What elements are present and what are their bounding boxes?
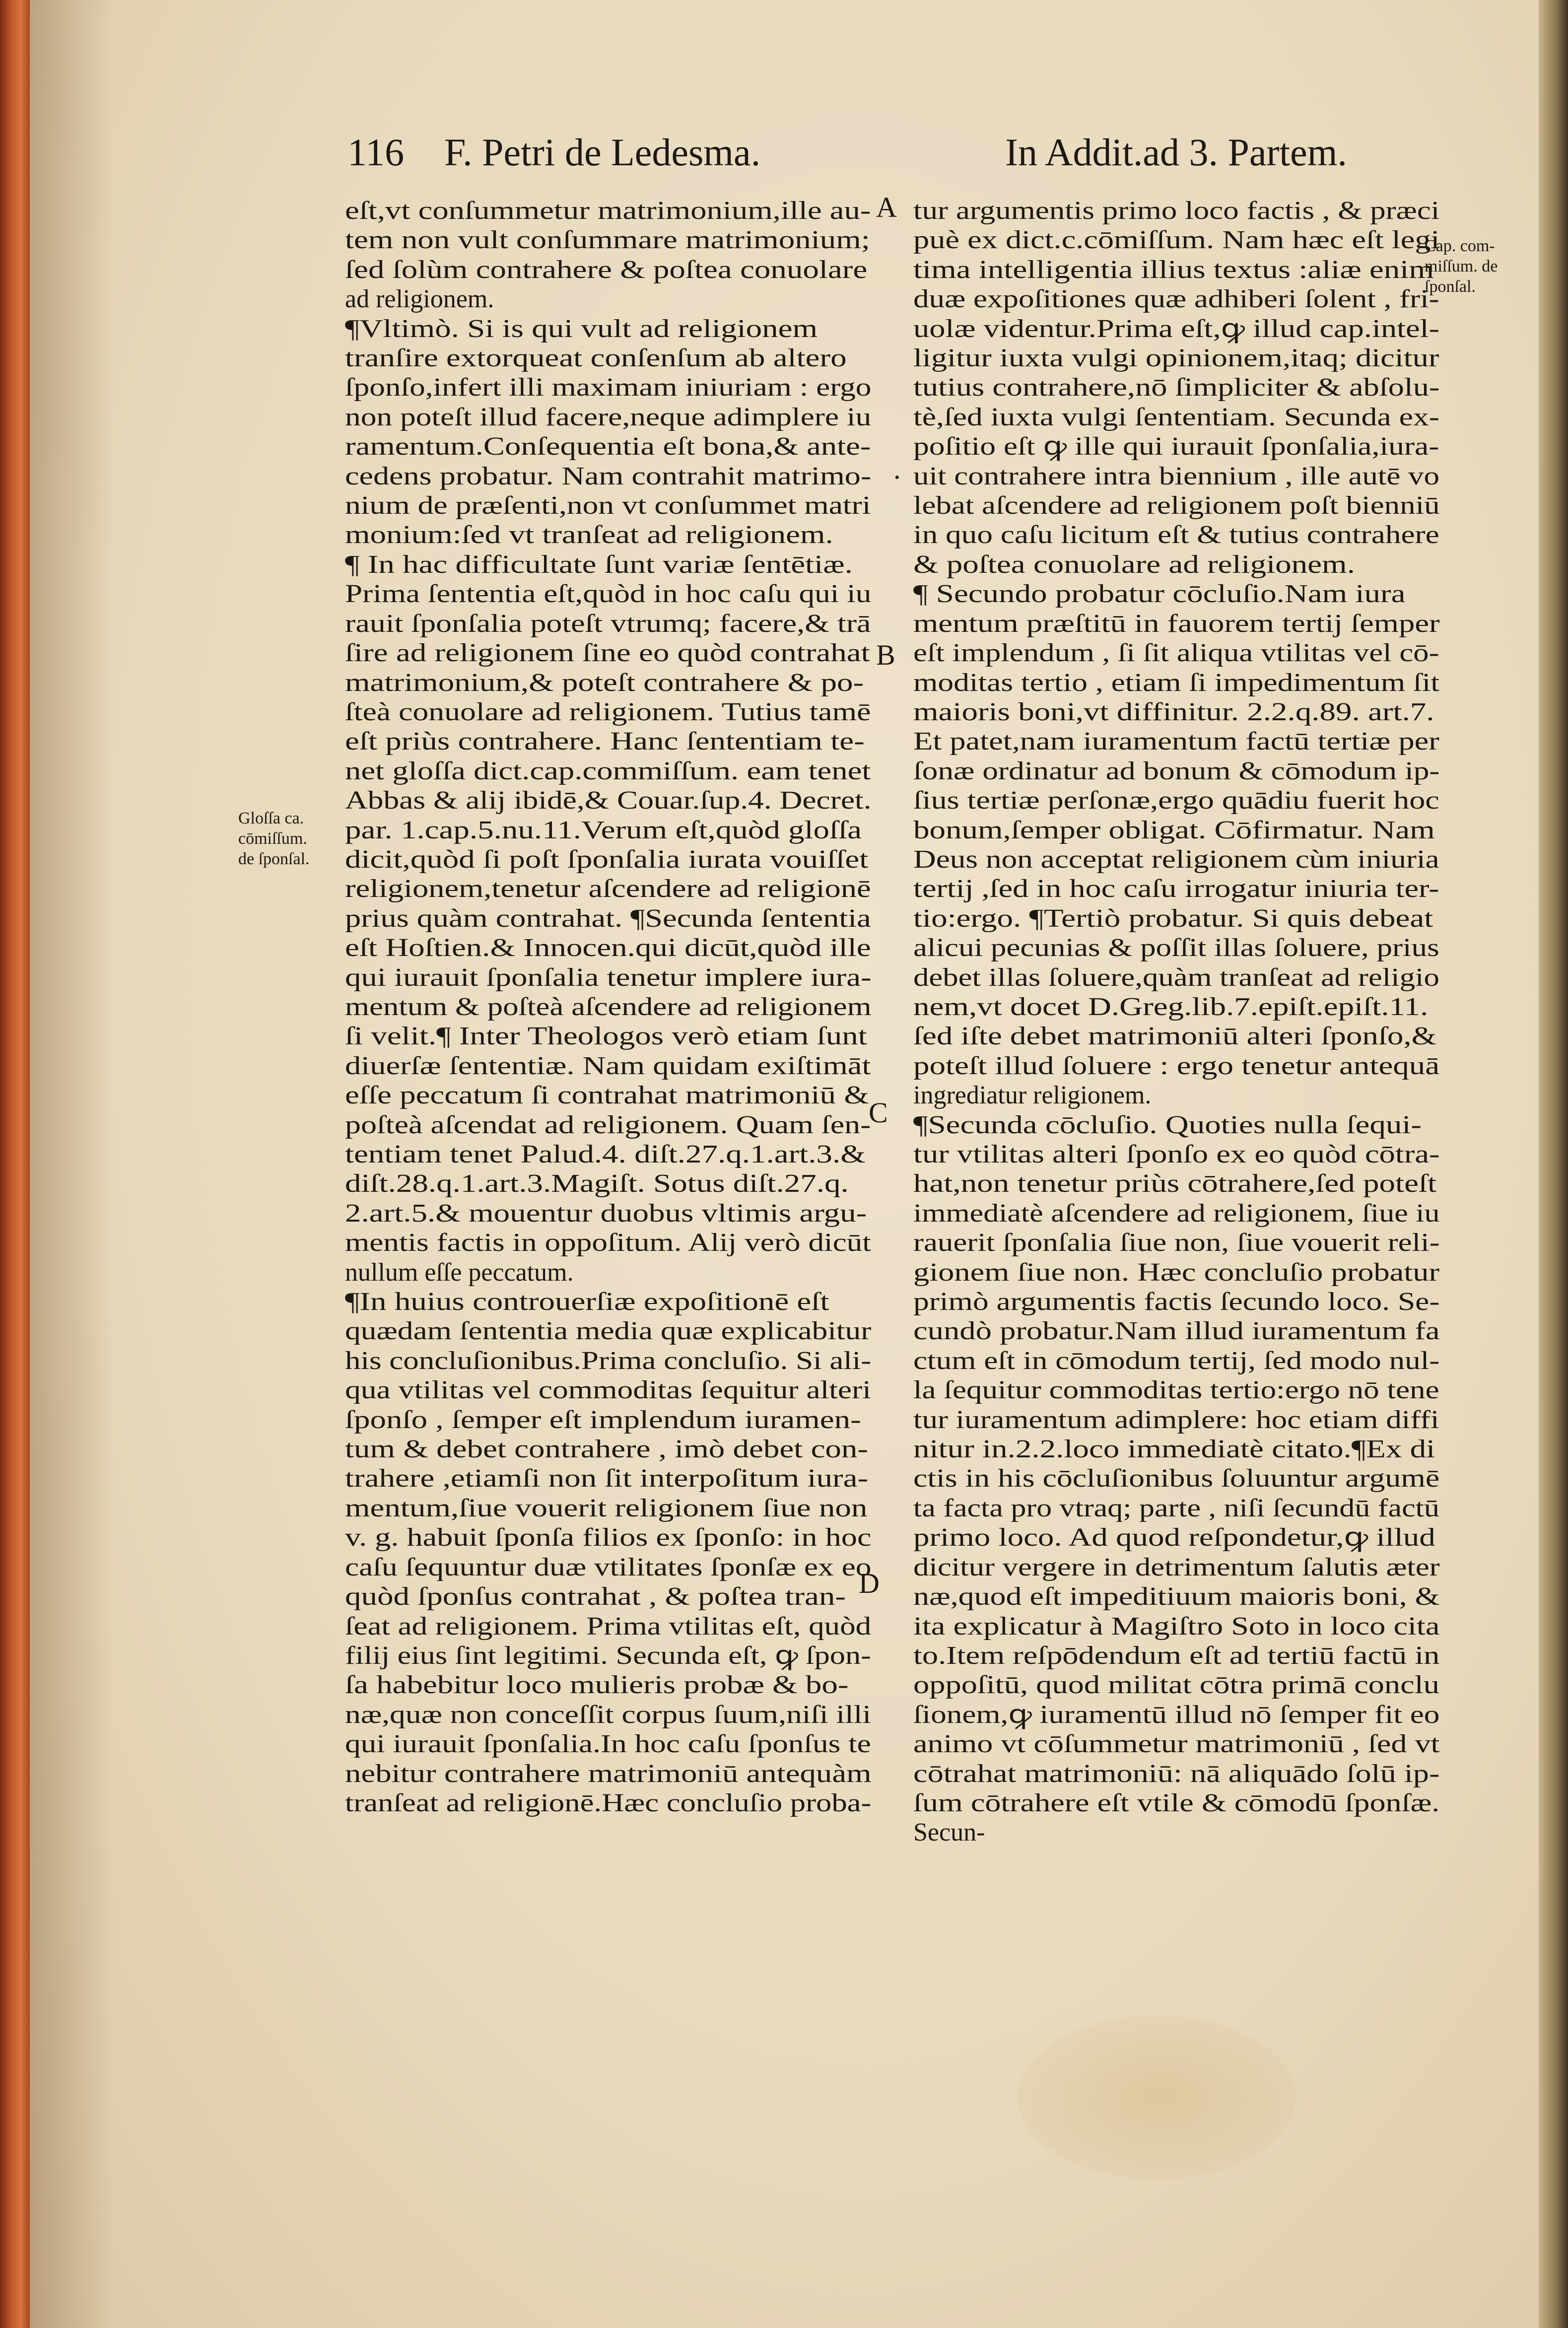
- text-line: caſu ſequuntur duæ vtilitates ſponſæ ex eo: [345, 1553, 872, 1581]
- text-line: Abbas & alij ibidē,& Couar.ſup.4. Decret.: [345, 786, 872, 815]
- text-line: poſteà aſcendat ad religionem. Quam ſen-: [345, 1110, 871, 1139]
- marginal-dot: .: [893, 453, 901, 485]
- right-text-column: [913, 196, 1439, 1848]
- paper-stain: [1018, 2015, 1295, 2179]
- text-line: Deus non acceptat religionem cùm iniuria: [913, 845, 1439, 874]
- text-line: ſionem,ꝙ iuramentū illud nō ſemper fit eo: [913, 1700, 1440, 1729]
- text-line: rauerit ſponſalia ſiue non, ſiue vouerit reli-: [913, 1229, 1440, 1257]
- text-line: oppoſitū, quod militat cōtra primā conclu: [913, 1671, 1439, 1700]
- text-line: cedens probatur. Nam contrahit matrimo-: [345, 462, 872, 490]
- text-line: ſteà conuolare ad religionem. Tutius tamē: [345, 697, 871, 726]
- sidenote-line: cōmiſſum.: [238, 829, 307, 848]
- sidenote-line: miſſum. de: [1425, 257, 1498, 275]
- text-line: ſius tertiæ perſonæ,ergo quādiu fuerit hoc: [913, 786, 1439, 815]
- text-line: ſire ad religionem ſine eo quòd contrahat: [345, 639, 870, 668]
- text-line: non poteſt illud facere,neque adimplere iu: [345, 403, 872, 431]
- text-line: immediatè aſcendere ad religionem, ſiue iu: [913, 1199, 1440, 1228]
- text-line: ſeat ad religionem. Prima vtilitas eſt, quòd: [345, 1612, 872, 1641]
- text-line: uolæ videntur.Prima eſt,ꝙ illud cap.intel-: [913, 314, 1440, 343]
- text-line: nebitur contrahere matrimoniū antequàm: [345, 1759, 872, 1788]
- text-line: filij eius ſint legitimi. Secunda eſt, ꝙ ſpon-: [345, 1641, 871, 1670]
- text-line: puè ex dict.c.cōmiſſum. Nam hæc eſt legi: [913, 226, 1440, 255]
- text-line: primo loco. Ad quod reſpondetur,ꝙ illud: [913, 1523, 1435, 1552]
- text-line: tum & debet contrahere , imò debet con-: [345, 1435, 869, 1464]
- text-line: eſt priùs contrahere. Hanc ſententiam te-: [345, 727, 865, 756]
- text-line: tutius contrahere,nō ſimpliciter & abſolu-: [913, 373, 1440, 402]
- text-line: uit contrahere intra biennium , ille autē vo: [913, 462, 1440, 490]
- text-line: mentum,ſiue vouerit religionem ſiue non: [345, 1494, 868, 1522]
- text-line: ¶Vltimò. Si is qui vult ad religionem: [345, 314, 818, 343]
- text-line: duæ expoſitiones quæ adhiberi ſolent , fri-: [913, 285, 1439, 314]
- running-head-section: In Addit.ad 3. Partem.: [1005, 131, 1347, 174]
- sidenote-line: ſponſal.: [1425, 277, 1476, 296]
- text-line: mentis factis in oppoſitum. Alij verò dicūt: [345, 1229, 871, 1257]
- text-line: qui iurauit ſponſalia tenetur implere iura-: [345, 963, 872, 992]
- text-line: ta facta pro vtraq; parte , niſi ſecundū factū: [913, 1494, 1439, 1522]
- text-line: tè,ſed iuxta vulgi ſententiam. Secunda ex-: [913, 403, 1439, 431]
- text-line: eſſe peccatum ſi contrahat matrimoniū &: [345, 1081, 869, 1110]
- text-line: in quo caſu licitum eſt & tutius contrahere: [913, 521, 1439, 549]
- text-line: lebat aſcendere ad religionem poſt bienniū: [913, 491, 1440, 520]
- section-letter-c: C: [869, 1096, 888, 1129]
- text-line: ſponſo,infert illi maximam iniuriam : ergo: [345, 373, 872, 402]
- text-line: 2.art.5.& mouentur duobus vltimis argu-: [345, 1199, 867, 1228]
- running-head-author: F. Petri de Ledesma.: [444, 131, 761, 174]
- text-line: ſum cōtrahere eſt vtile & cōmodū ſponſæ.: [913, 1788, 1440, 1817]
- text-line: ſonæ ordinatur ad bonum & cōmodum ip-: [913, 756, 1440, 785]
- text-line: eſt Hoſtien.& Innocen.qui dicūt,quòd ille: [345, 934, 871, 962]
- text-line: net gloſſa dict.cap.commiſſum. eam tenet: [345, 756, 871, 785]
- text-line: nem,vt docet D.Greg.lib.7.epiſt.epiſt.11.: [913, 992, 1429, 1021]
- text-line: & poſtea conuolare ad religionem.: [913, 550, 1355, 579]
- text-line: nium de præſenti,non vt conſummet matri: [345, 491, 871, 520]
- text-line: Et patet,nam iuramentum factū tertiæ per: [913, 727, 1439, 756]
- text-line: nitur in.2.2.loco immediatè citato.¶Ex di: [913, 1435, 1435, 1464]
- text-line: ramentum.Conſequentia eſt bona,& ante-: [345, 432, 871, 461]
- text-line: bonum,ſemper obligat. Cōfirmatur. Nam: [913, 816, 1435, 844]
- text-line: par. 1.cap.5.nu.11.Verum eſt,quòd gloſſa: [345, 816, 862, 844]
- text-line: mentum præſtitū in fauorem tertij ſemper: [913, 609, 1440, 638]
- text-line: dicit,quòd ſi poſt ſponſalia iurata vouiſſet: [345, 845, 869, 874]
- page-number: 116: [347, 131, 405, 174]
- sidenote-line: Cap. com-: [1425, 237, 1495, 255]
- text-line: tertij ,ſed in hoc caſu irrogatur iniuria ter-: [913, 875, 1439, 903]
- text-line: tranſeat ad religionē.Hæc concluſio proba-: [345, 1788, 872, 1817]
- text-line: eſt,vt conſummetur matrimonium,ille au-: [345, 197, 871, 225]
- text-line: Prima ſententia eſt,quòd in hoc caſu qui iu: [345, 580, 872, 609]
- text-line: quædam ſententia media quæ explicabitur: [345, 1317, 872, 1346]
- text-line: gionem ſiue non. Hæc concluſio probatur: [913, 1258, 1439, 1287]
- left-text-column: [345, 196, 871, 1818]
- gutter-shadow: [30, 0, 114, 2328]
- text-line: ctis in his cōcluſionibus ſoluuntur argumē: [913, 1464, 1440, 1493]
- text-line: alicui pecunias & poſſit illas ſoluere, prius: [913, 934, 1439, 962]
- text-line: poteſt illud ſoluere : ergo tenetur antequā: [913, 1051, 1440, 1080]
- text-line: ingrediatur religionem.: [913, 1081, 1152, 1110]
- text-line: ſa habebitur loco mulieris probæ & bo-: [345, 1671, 849, 1700]
- text-line: religionem,tenetur aſcendere ad religionē: [345, 875, 871, 903]
- red-fore-edge: [0, 0, 30, 2328]
- text-line: tio:ergo. ¶Tertiò probatur. Si quis debeat: [913, 904, 1433, 933]
- text-line: v. g. habuit ſponſa filios ex ſponſo: in hoc: [345, 1523, 872, 1552]
- text-line: primò argumentis factis ſecundo loco. Se-: [913, 1288, 1440, 1316]
- text-line: ſed ſolùm contrahere & poſtea conuolare: [345, 255, 868, 284]
- text-line: ſed iſte debet matrimoniū alteri ſponſo,&: [913, 1022, 1437, 1051]
- text-line: prius quàm contrahat. ¶Secunda ſententia: [345, 904, 871, 933]
- text-line: his concluſionibus.Prima concluſio. Si ali-: [345, 1346, 872, 1375]
- text-line: cōtrahat matrimoniū: nā aliquādo ſolū ip-: [913, 1759, 1440, 1788]
- text-line: ita explicatur à Magiſtro Soto in loco cita: [913, 1612, 1440, 1641]
- text-line: næ,quæ non conceſſit corpus ſuum,niſi illi: [345, 1700, 872, 1729]
- text-line: nullum eſſe peccatum.: [345, 1258, 574, 1287]
- text-line: trahere ,etiamſi non ſit interpoſitum iura-: [345, 1464, 869, 1493]
- text-line: ¶ Secundo probatur cōcluſio.Nam iura: [913, 580, 1406, 609]
- left-margin-note: [238, 808, 310, 869]
- text-line: ligitur iuxta vulgi opinionem,itaq; dicitur: [913, 344, 1439, 373]
- text-line: ¶ In hac difficultate ſunt variæ ſentētiæ.: [345, 550, 853, 579]
- section-letter-b: B: [876, 639, 895, 671]
- text-line: tem non vult conſummare matrimonium;: [345, 226, 870, 255]
- right-margin-note: [1425, 236, 1498, 297]
- text-line: hat,non tenetur priùs cōtrahere,ſed poteſt: [913, 1169, 1437, 1198]
- text-line: animo vt cōſummetur matrimoniū , ſed vt: [913, 1730, 1440, 1759]
- text-line: to.Item reſpōdendum eſt ad tertiū factū in: [913, 1641, 1440, 1670]
- text-line: Secun-: [913, 1818, 985, 1847]
- text-line: tentiam tenet Palud.4. diſt.27.q.1.art.3.&: [345, 1140, 866, 1168]
- text-line: maioris boni,vt diffinitur. 2.2.q.89. art.7.: [913, 697, 1434, 726]
- text-line: diſt.28.q.1.art.3.Magiſt. Sotus diſt.27.q.: [345, 1169, 849, 1198]
- text-line: ſi velit.¶ Inter Theologos verò etiam ſunt: [345, 1022, 867, 1051]
- text-line: cundò probatur.Nam illud iuramentum fa: [913, 1317, 1440, 1346]
- text-line: tima intelligentia illius textus :aliæ enim: [913, 255, 1434, 284]
- text-line: tranſire extorqueat conſenſum ab altero: [345, 344, 847, 373]
- text-line: eſt implendum , ſi ſit aliqua vtilitas vel cō-: [913, 639, 1439, 668]
- text-line: dicitur vergere in detrimentum ſalutis æter: [913, 1553, 1440, 1581]
- sidenote-line: de ſponſal.: [238, 850, 310, 868]
- section-letter-d: D: [859, 1567, 880, 1599]
- text-line: poſitio eſt ꝙ ille qui iurauit ſponſalia,iura-: [913, 432, 1439, 461]
- text-line: diuerſæ ſententiæ. Nam quidam exiſtimāt: [345, 1051, 871, 1080]
- sidenote-line: Gloſſa ca.: [238, 809, 304, 827]
- text-line: qua vtilitas vel commoditas ſequitur alteri: [345, 1376, 871, 1405]
- text-line: qui iurauit ſponſalia.In hoc caſu ſponſus te: [345, 1730, 871, 1759]
- text-line: ſponſo , ſemper eſt implendum iuramen-: [345, 1405, 861, 1434]
- text-line: tur argumentis primo loco factis , & præci: [913, 197, 1440, 225]
- text-line: quòd ſponſus contrahat , & poſtea tran-: [345, 1582, 846, 1611]
- text-line: matrimonium,& poteſt contrahere & po-: [345, 668, 864, 697]
- text-line: tur iuramentum adimplere: hoc etiam diffi: [913, 1405, 1439, 1434]
- text-line: moditas tertio , etiam ſi impedimentum ſit: [913, 668, 1439, 697]
- section-letter-a: A: [876, 191, 897, 223]
- text-line: ¶In huius controuerſiæ expoſitionē eſt: [345, 1288, 829, 1316]
- text-line: mentum & poſteà aſcendere ad religionem: [345, 992, 872, 1021]
- text-line: tur vtilitas alteri ſponſo ex eo quòd cōtra-: [913, 1140, 1440, 1168]
- text-line: monium:ſed vt tranſeat ad religionem.: [345, 521, 833, 549]
- text-line: rauit ſponſalia poteſt vtrumq; facere,& trā: [345, 609, 871, 638]
- text-line: ctum eſt in cōmodum tertij, ſed modo nul-: [913, 1346, 1440, 1375]
- text-line: næ,quod eſt impeditiuum maioris boni, &: [913, 1582, 1440, 1611]
- text-line: la ſequitur commoditas tertio:ergo nō tene: [913, 1376, 1439, 1405]
- text-line: ad religionem.: [345, 285, 494, 314]
- text-line: debet illas ſoluere,quàm tranſeat ad religio: [913, 963, 1439, 992]
- text-line: ¶Secunda cōcluſio. Quoties nulla ſequi-: [913, 1110, 1422, 1139]
